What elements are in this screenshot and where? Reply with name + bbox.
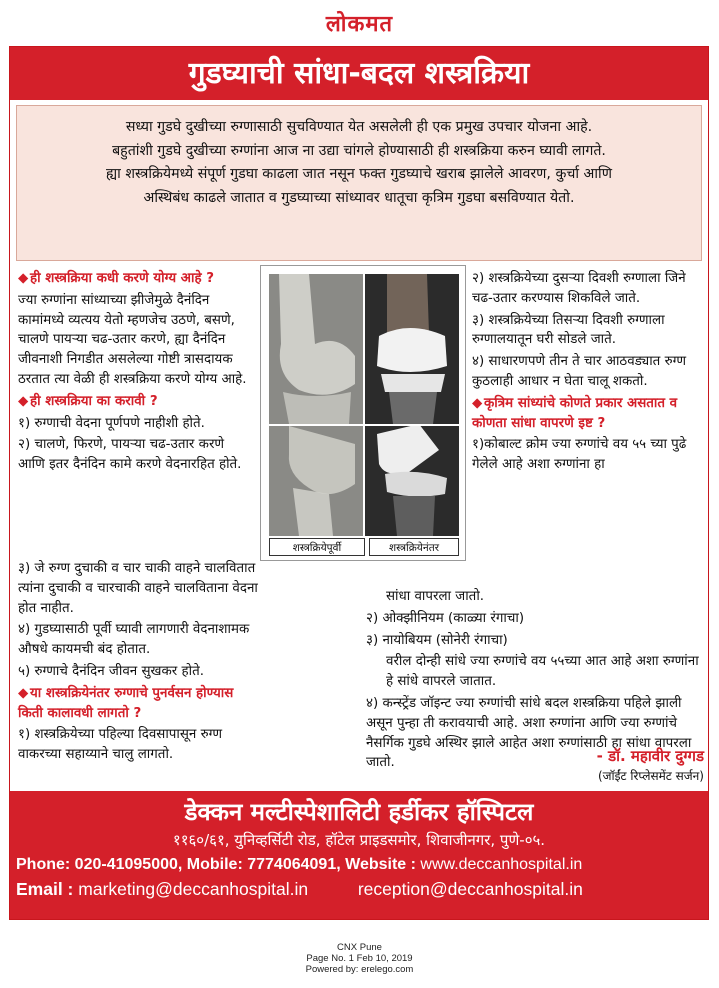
author-name: - डॉ. महावीर दुग्गड xyxy=(596,747,704,765)
footer-edition: CNX Pune xyxy=(337,942,382,953)
newspaper-masthead xyxy=(0,8,719,38)
footer-date: Feb 10, 2019 xyxy=(356,953,413,964)
hospital-banner xyxy=(10,791,708,919)
advertisement xyxy=(9,46,709,920)
title-banner xyxy=(10,47,708,100)
list-item: ३) नायोबियम (सोनेरी रंगाचा) xyxy=(366,632,508,648)
author-role: (जॉईंट रिप्लेसमेंट सर्जन) xyxy=(597,769,704,783)
xray-images xyxy=(269,274,459,536)
knee-xray-illustration xyxy=(269,274,459,536)
mobile-label: Mobile: xyxy=(186,856,243,873)
section-heading: ◆ कृत्रिम सांध्यांचे कोणते प्रकार असतात व कोणता सांधा वापरणे इष्ट ? xyxy=(472,395,678,431)
author-signature xyxy=(510,745,704,785)
list-item: ५) रुग्णाचे दैनंदिन जीवन सुखकर होते. xyxy=(18,663,204,679)
list-item: ३) शस्त्रक्रियेच्या तिसऱ्या दिवशी रुग्णाला रुग्णालयातून घरी सोडले जाते. xyxy=(472,312,665,348)
diamond-bullet-icon: ◆ xyxy=(472,395,483,411)
diamond-bullet-icon: ◆ xyxy=(18,685,29,701)
intro-line: अस्थिबंध काढले जातात व गुडघ्याच्या सांध्यावर धातूचा कृत्रिम गुडघा बसविण्यात येतो. xyxy=(143,189,575,206)
footer-powered-by[interactable]: Powered by: erelego.com xyxy=(305,964,414,975)
bottom-left-column xyxy=(18,559,260,767)
email-label: Email : xyxy=(16,879,74,899)
footer-page: Page No. 1 xyxy=(306,953,354,964)
list-item: २) शस्त्रक्रियेच्या दुसऱ्या दिवशी रुग्णाला जिने चढ-उतार करण्यास शिकविले जाते. xyxy=(472,271,686,306)
intro-line: ह्या शस्त्रक्रियेमध्ये संपूर्ण गुडघा काढला जात नसून फक्त गुडघ्याचे खराब झालेले आवरण, कुर्चा आणि xyxy=(106,166,612,182)
website-label: Website : xyxy=(345,856,416,873)
mobile-number[interactable]: 7774064091, xyxy=(247,856,341,873)
list-item: २) चालणे, फिरणे, पायऱ्या चढ-उतार करणे आणि इतर दैनंदिन कामे करणे वेदनारहित होते. xyxy=(18,437,242,473)
phone-label: Phone: xyxy=(16,856,71,873)
email-marketing-link[interactable]: marketing@deccanhospital.in xyxy=(78,879,309,899)
caption-before: शस्त्रक्रियेपूर्वी xyxy=(269,538,365,556)
email-reception-link[interactable]: reception@deccanhospital.in xyxy=(357,879,583,899)
list-item: ४) कन्स्ट्रेंड जॉइन्ट ज्या रुग्णांची सांधे बदल शस्त्रक्रिया पहिले झाली असून पुन्हा ती करावयाची आहे. अशा रुग्णांना आणि ज्या रुग्णांचे नैसर्गिक गुडघे अस्थिर झाले आहेत अशा रुग्णांसाठी हा सांधा वापरला जातो. xyxy=(366,695,692,771)
right-column xyxy=(472,269,704,477)
intro-box xyxy=(16,105,702,261)
note: वरील दोन्ही सांधे ज्या रुग्णांचे वय ५५च्या आत आहे अशा रुग्णांना हे सांधे वापरले जातात. xyxy=(386,654,699,690)
list-item: ४) साधारणपणे तीन ते चार आठवड्यात रुग्ण कुठलाही आधार न घेता चालू शकतो. xyxy=(472,354,687,389)
email-line xyxy=(10,877,708,901)
website-link[interactable]: www.deccanhospital.in xyxy=(420,856,583,873)
list-item-continued: सांधा वापरला जातो. xyxy=(386,589,485,604)
intro-line: बहुतांशी गुडघे दुखीच्या रुग्णांना आज ना उद्या चांगले होण्यासाठी ही शस्त्रक्रिया करुन घ्यावी लागते. xyxy=(112,142,606,159)
list-item: १)कोबाल्ट क्रोम ज्या रुग्णांचे वय ५५ च्या पुढे गेलेले आहे अशा रुग्णांना हा xyxy=(472,437,687,473)
list-item: १) रुग्णाची वेदना पूर्णपणे नाहीशी होते. xyxy=(18,415,205,431)
diamond-bullet-icon: ◆ xyxy=(18,271,29,286)
intro-line: सध्या गुडघे दुखीच्या रुग्णासाठी सुचविण्यात येत असलेली ही एक प्रमुख उपचार योजना आहे. xyxy=(125,119,593,135)
contact-line xyxy=(10,853,708,877)
masthead-logo: लोकमत xyxy=(325,11,394,37)
diamond-bullet-icon: ◆ xyxy=(18,393,29,409)
phone-number[interactable]: 020-41095000, xyxy=(74,856,183,873)
list-item: ४) गुडघ्यासाठी पूर्वी घ्यावी लागणारी वेदनाशामक औषधे कायमची बंद होतात. xyxy=(18,622,250,658)
ad-title: गुडघ्याची सांधा-बदल शस्त्रक्रिया xyxy=(188,56,530,91)
page-footer xyxy=(0,942,719,975)
paragraph: ज्या रुग्णांना सांध्याच्या झीजेमुळे दैनंदिन कामांमध्ये व्यत्यय येतो म्हणजेच उठणे, बसणे, चालणे पायऱ्या चढ-उतार करणे, ह्या दैनंदिन जीवनाशी निगडीत असलेल्या गोष्टी त्रासदायक ठरतात त्या वेळी ही शस्त्रक्रिया करणे योग्य आहे. xyxy=(18,292,247,387)
section-heading: ◆ ही शस्त्रक्रिया कधी करणे योग्य आहे ? xyxy=(18,269,252,289)
list-item: २) ओक्झीनियम (काळ्या रंगाचा) xyxy=(366,610,525,626)
section-heading: ◆ ही शस्त्रक्रिया का करावी ? xyxy=(18,392,252,412)
left-column xyxy=(18,269,252,477)
section-heading: ◆ या शस्त्रक्रियेनंतर रुग्णाचे पुनर्वसन होण्यास किती कालावधी लागतो ? xyxy=(18,685,234,721)
caption-after: शस्त्रक्रियेनंतर xyxy=(369,538,459,556)
hospital-name: डेक्कन मल्टीस्पेशालिटी हर्डीकर हॉस्पिटल xyxy=(184,798,534,826)
list-item: १) शस्त्रक्रियेच्या पहिल्या दिवसापासून रुग्ण वाकरच्या सहाय्याने चालु लागतो. xyxy=(18,727,223,763)
list-item: ३) जे रुग्ण दुचाकी व चार चाकी वाहने चालवितात त्यांना दुचाकी व चारचाकी वाहने चालविताना वेदना होत नाहीत. xyxy=(18,561,258,616)
xray-image-panel xyxy=(260,265,466,561)
footer-page-date xyxy=(0,953,719,964)
hospital-address: ११६०/६१, युनिव्हर्सिटी रोड, हॉटेल प्राइडसमोर, शिवाजीनगर, पुणे-०५. xyxy=(172,831,546,849)
